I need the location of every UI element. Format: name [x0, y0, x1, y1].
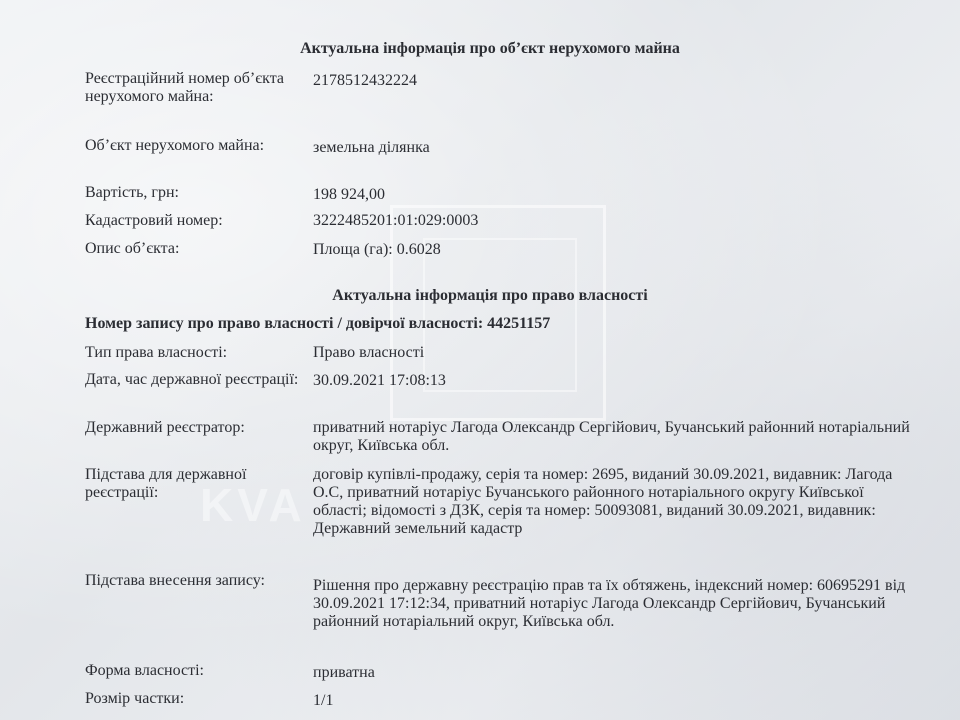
- label-cadastral-number: Кадастровий номер:: [85, 212, 223, 229]
- label-object-description: Опис об’єкта:: [85, 240, 180, 257]
- watermark-text: KVA: [200, 479, 306, 531]
- value-entry-basis: Рішення про державну реєстрацію прав та їх обтяжень, індексний номер: 60695291 від 30.09.2021 17:12:34, приватний нотаріус Лагода Олександр Сергійович, Бучанський районний нотаріальний округ, Київська обл.: [313, 577, 906, 630]
- value-registration-basis: договір купівлі-продажу, серія та номер: 2695, виданий 30.09.2021, видавник: Лагода О.С, приватний нотаріус Бучанського районного нотаріального округу Київської області; відомості з ДЗК, серія та номер: 50093081, виданий 30.09.2021, видавник: Державний земельний кадастр: [313, 466, 893, 537]
- ownership-section-title: Актуальна інформація про право власності: [332, 287, 648, 304]
- value-object-description: Площа (га): 0.6028: [313, 241, 441, 258]
- value-registration-date: 30.09.2021 17:08:13: [313, 372, 446, 389]
- ownership-record-heading: Номер запису про право власності / довірчої власності: 44251157: [85, 315, 551, 332]
- label-share-size: Розмір частки:: [85, 690, 185, 707]
- value-registrar: приватний нотаріус Лагода Олександр Сергійович, Бучанський районний нотаріальний округ, Київська обл.: [313, 419, 910, 454]
- value-registration-number: 2178512432224: [313, 72, 417, 89]
- label-registration-basis: Підстава для державної реєстрації:: [85, 466, 247, 501]
- label-registration-number: Реєстраційний номер об’єкта нерухомого майна:: [85, 70, 284, 105]
- value-ownership-form: приватна: [313, 664, 375, 681]
- label-object-type: Об’єкт нерухомого майна:: [85, 137, 265, 154]
- object-section-title: Актуальна інформація про об’єкт нерухомого майна: [300, 40, 680, 57]
- value-ownership-type: Право власності: [313, 344, 425, 361]
- label-registrar: Державний реєстратор:: [85, 419, 245, 436]
- value-object-type: земельна ділянка: [313, 139, 430, 156]
- label-ownership-form: Форма власності:: [85, 662, 204, 679]
- label-ownership-type: Тип права власності:: [85, 344, 228, 361]
- value-cost: 198 924,00: [313, 186, 385, 203]
- label-entry-basis: Підстава внесення запису:: [85, 572, 265, 589]
- value-share-size: 1/1: [313, 692, 334, 709]
- label-cost: Вартість, грн:: [85, 184, 179, 201]
- label-registration-date: Дата, час державної реєстрації:: [85, 371, 299, 388]
- value-cadastral-number: 3222485201:01:029:0003: [313, 212, 479, 229]
